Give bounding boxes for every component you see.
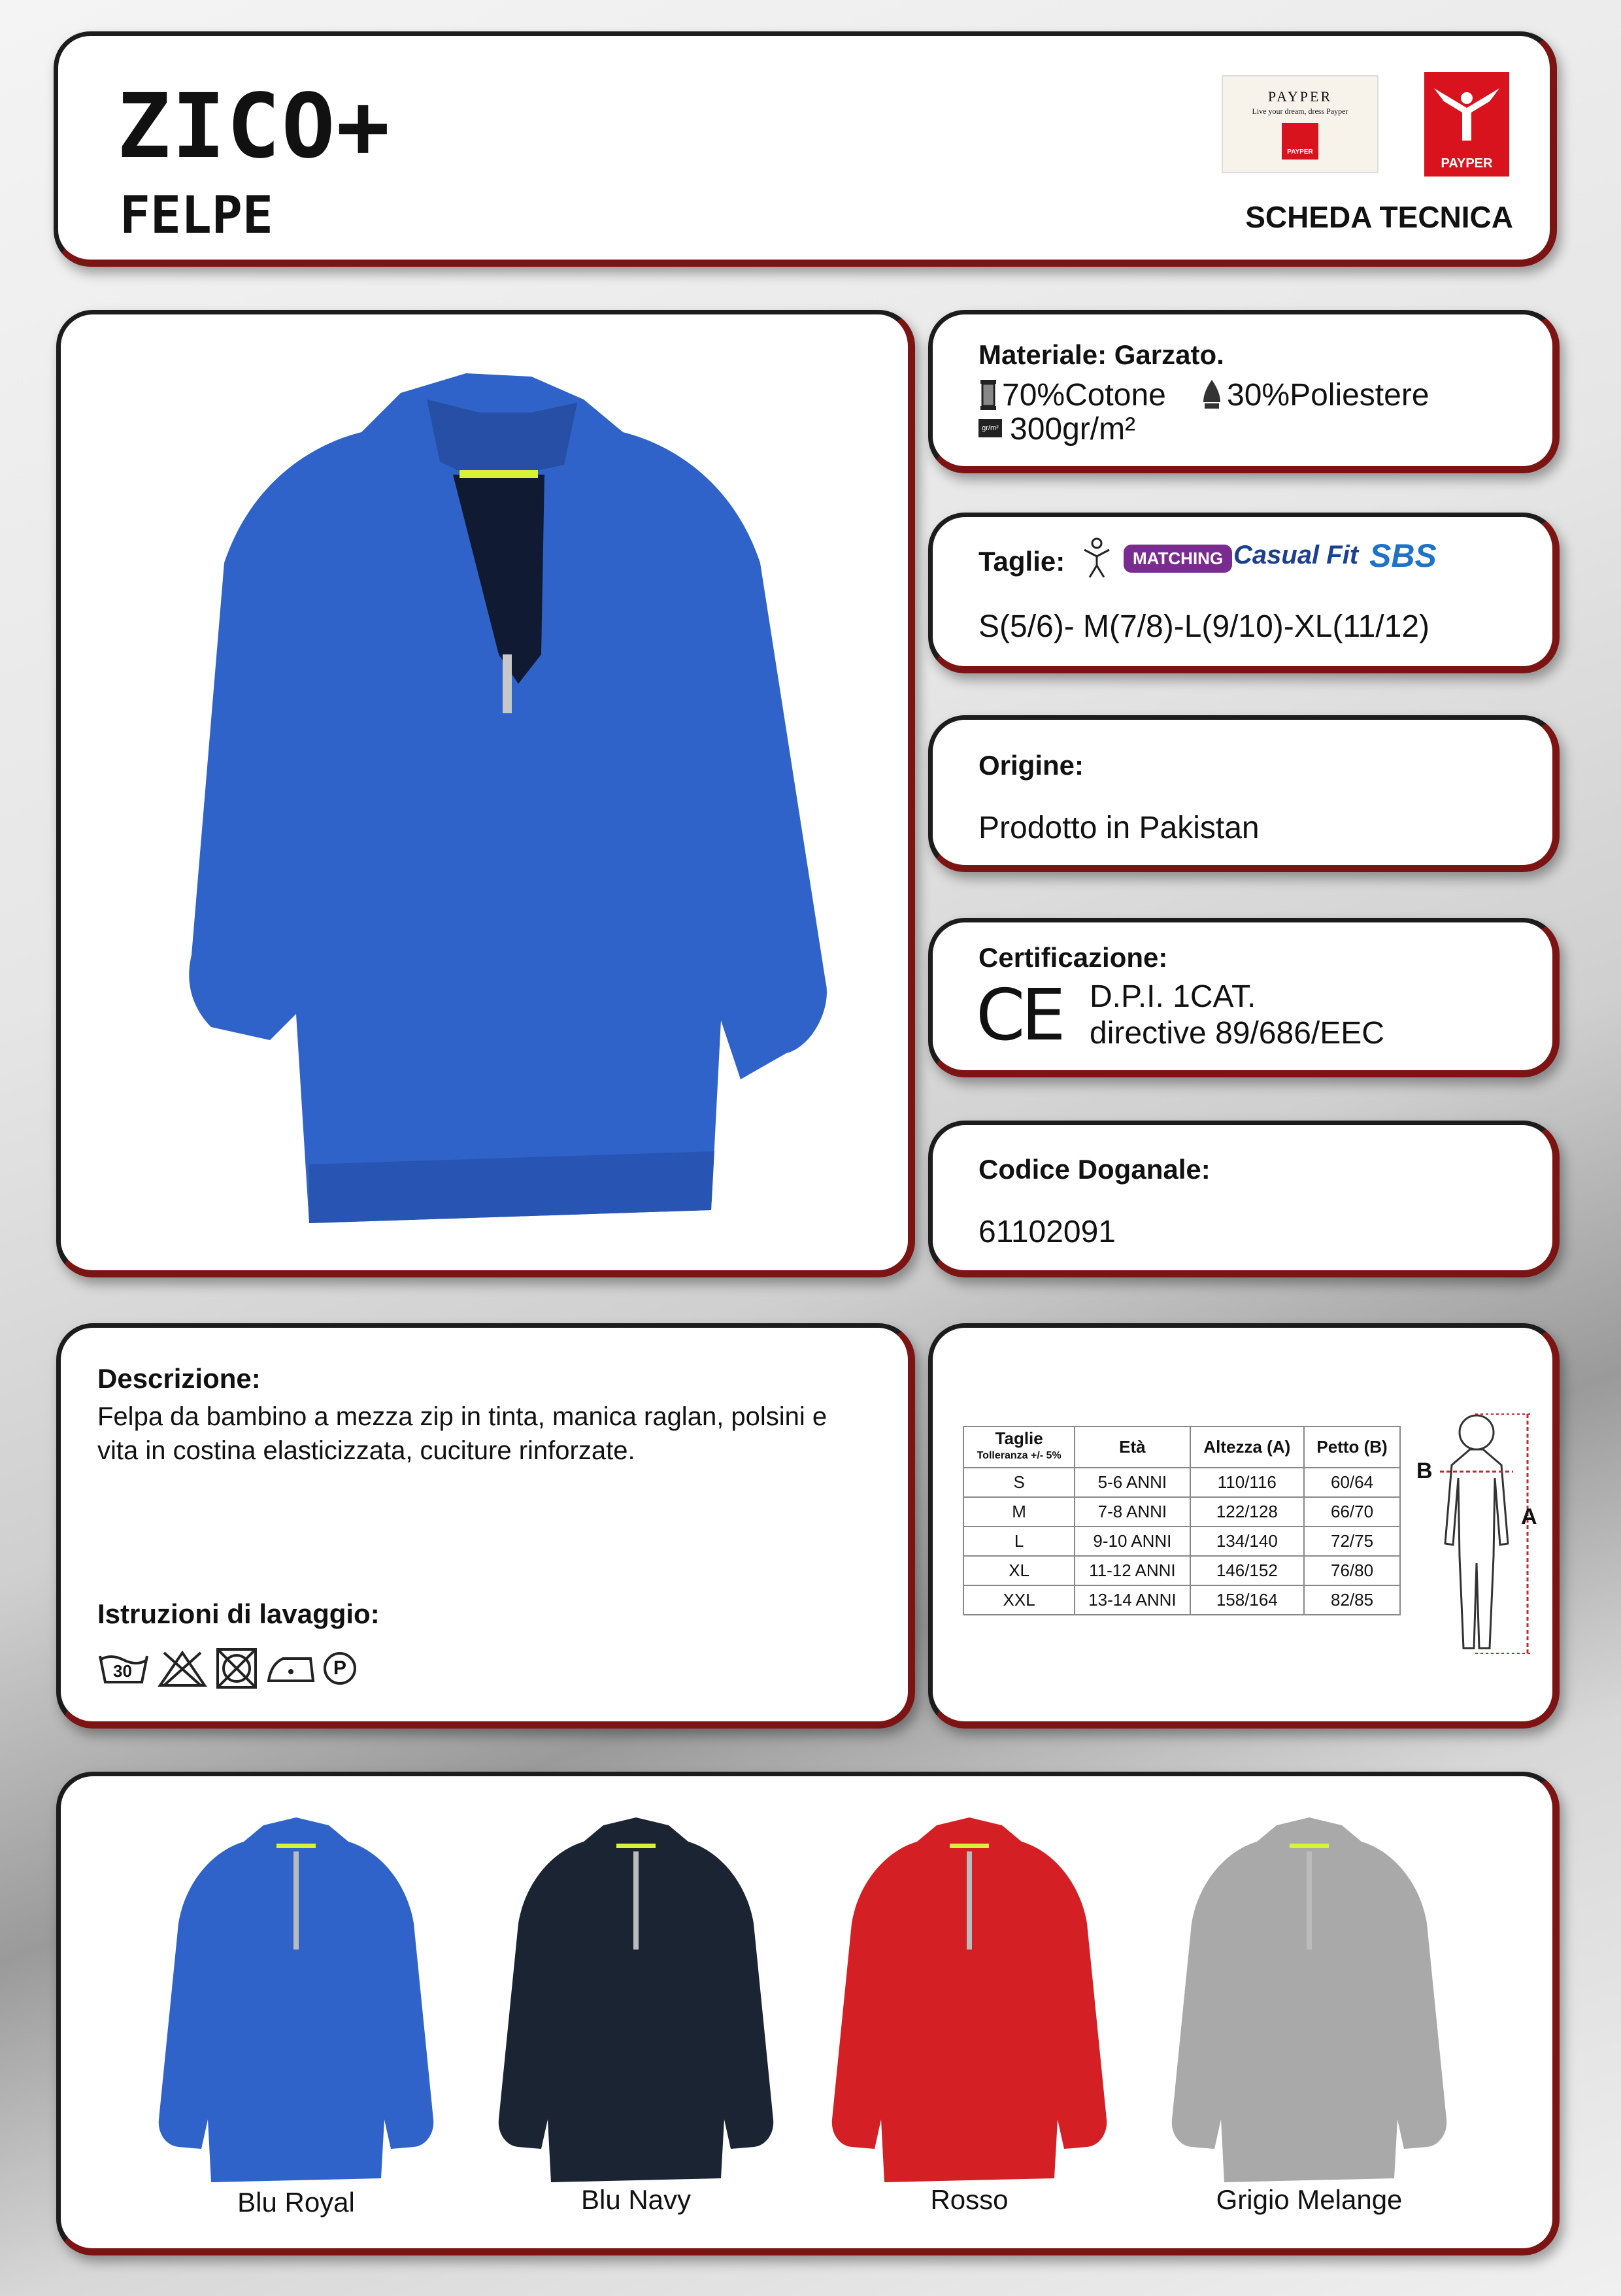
cell: XXL [963, 1585, 1075, 1615]
cell: 146/152 [1190, 1556, 1305, 1585]
table-row [963, 1527, 1400, 1556]
weight-icon: gr/m² [978, 419, 1002, 437]
tolerance-text: Tolleranza +/- 5% [977, 1450, 1061, 1461]
descrizione-text: Felpa da bambino a mezza zip in tinta, manica raglan, polsini e vita in costina elasticizzata, cuciture rinforzate. [97, 1402, 827, 1465]
no-bleach-icon [158, 1649, 207, 1688]
cell: 7-8 ANNI [1075, 1497, 1190, 1527]
cell: 60/64 [1304, 1468, 1400, 1497]
size-table [963, 1426, 1401, 1615]
taglie-card [928, 513, 1560, 673]
iron-low-icon [266, 1651, 316, 1686]
cell: M [963, 1497, 1075, 1527]
polyester-percentage: 30%Poliestere [1227, 378, 1429, 413]
wash-temp-text: 30 [113, 1661, 132, 1681]
header-eta: Età [1075, 1427, 1190, 1468]
color-variant-sweatshirt [1172, 1817, 1446, 2182]
codice-card [928, 1121, 1560, 1277]
descrizione-label: Descrizione: [97, 1363, 261, 1394]
origine-value: Prodotto in Pakistan [978, 811, 1260, 845]
cell: 134/140 [1190, 1527, 1305, 1556]
descrizione-card [56, 1323, 915, 1729]
color-variant-sweatshirt [832, 1817, 1107, 2182]
cell: 11-12 ANNI [1075, 1556, 1190, 1585]
certificazione-card [928, 918, 1560, 1077]
materiale-card [928, 310, 1560, 473]
header-taglie [963, 1427, 1075, 1468]
size-table-header [963, 1427, 1400, 1468]
origine-label: Origine: [978, 750, 1084, 781]
doc-type-label: SCHEDA TECNICA [1245, 200, 1513, 234]
materiale-label: Materiale: Garzato. [978, 339, 1224, 370]
cell: XL [963, 1556, 1075, 1585]
child-measurement-figure [1416, 1400, 1547, 1674]
product-category: FELPE [120, 186, 273, 245]
ce-mark-icon: CE [976, 975, 1062, 1056]
codice-value: 61102091 [978, 1215, 1116, 1249]
payper-brand-logo [1424, 72, 1509, 177]
cert-line2: directive 89/686/EEC [1090, 1016, 1384, 1051]
wash-icons [97, 1647, 356, 1690]
label-logo-brand: PAYPER [1267, 88, 1333, 105]
matching-badge: MATCHING [1124, 545, 1232, 573]
cell: 5-6 ANNI [1075, 1468, 1190, 1497]
color-label-blu-royal: Blu Royal [237, 2187, 355, 2218]
sweatshirt-image [61, 314, 915, 1277]
cell: 82/85 [1304, 1585, 1400, 1615]
color-variant-sweatshirt [159, 1817, 433, 2182]
cell: 110/116 [1190, 1468, 1305, 1497]
cotton-spool-icon [978, 380, 998, 410]
product-image-card [56, 310, 915, 1277]
chest-measure-label: B [1416, 1459, 1433, 1483]
size-table-card [928, 1323, 1560, 1729]
sweatshirt-figure [189, 373, 827, 1223]
child-figure-icon [1082, 537, 1112, 579]
taglie-label: Taglie: [978, 546, 1065, 577]
header-taglie-text: Taglie [995, 1428, 1043, 1448]
cell: 72/75 [1304, 1527, 1400, 1556]
table-row [963, 1585, 1400, 1615]
sbs-badge: SBS [1369, 537, 1437, 574]
codice-label: Codice Doganale: [978, 1154, 1211, 1185]
cert-line1: D.P.I. 1CAT. [1090, 979, 1256, 1014]
dry-clean-p-icon: P [324, 1652, 356, 1685]
color-variant-sweatshirt [499, 1817, 773, 2182]
cell: 9-10 ANNI [1075, 1527, 1190, 1556]
fabric-weight: 300gr/m² [1010, 412, 1136, 447]
label-logo-tagline: Live your dream, dress Payper [1252, 107, 1348, 116]
color-label-blu-navy: Blu Navy [580, 2184, 692, 2215]
no-tumble-dry-icon [215, 1647, 258, 1690]
brand-logo-text: PAYPER [1441, 156, 1493, 171]
label-logo-badge: PAYPER [1282, 123, 1318, 160]
wash-30-icon [97, 1651, 150, 1686]
cell: 76/80 [1304, 1556, 1400, 1585]
casual-fit-badge: Casual Fit [1233, 541, 1359, 569]
polyester-icon [1201, 380, 1223, 410]
header-petto: Petto (B) [1304, 1427, 1400, 1468]
header-altezza: Altezza (A) [1190, 1427, 1305, 1468]
table-row [963, 1556, 1400, 1585]
cotton-percentage: 70%Cotone [1002, 378, 1166, 413]
size-range: S(5/6)- M(7/8)-L(9/10)-XL(11/12) [978, 609, 1429, 644]
color-label-grigio-melange: Grigio Melange [1216, 2184, 1403, 2215]
header-card [54, 31, 1557, 267]
table-row [963, 1497, 1400, 1527]
cell: 66/70 [1304, 1497, 1400, 1527]
certificazione-label: Certificazione: [978, 942, 1168, 973]
payper-figure-icon [1424, 72, 1509, 150]
cell: S [963, 1468, 1075, 1497]
cell: L [963, 1527, 1075, 1556]
cell: 13-14 ANNI [1075, 1585, 1190, 1615]
colors-card [56, 1772, 1560, 2255]
cell: 158/164 [1190, 1585, 1305, 1615]
table-row [963, 1468, 1400, 1497]
product-title: ZICO+ [117, 75, 392, 178]
origine-card [928, 715, 1560, 872]
payper-label-logo [1222, 75, 1379, 173]
wash-instructions-label: Istruzioni di lavaggio: [97, 1598, 380, 1629]
cell: 122/128 [1190, 1497, 1305, 1527]
color-label-rosso: Rosso [930, 2184, 1009, 2215]
height-measure-label: A [1521, 1504, 1537, 1529]
